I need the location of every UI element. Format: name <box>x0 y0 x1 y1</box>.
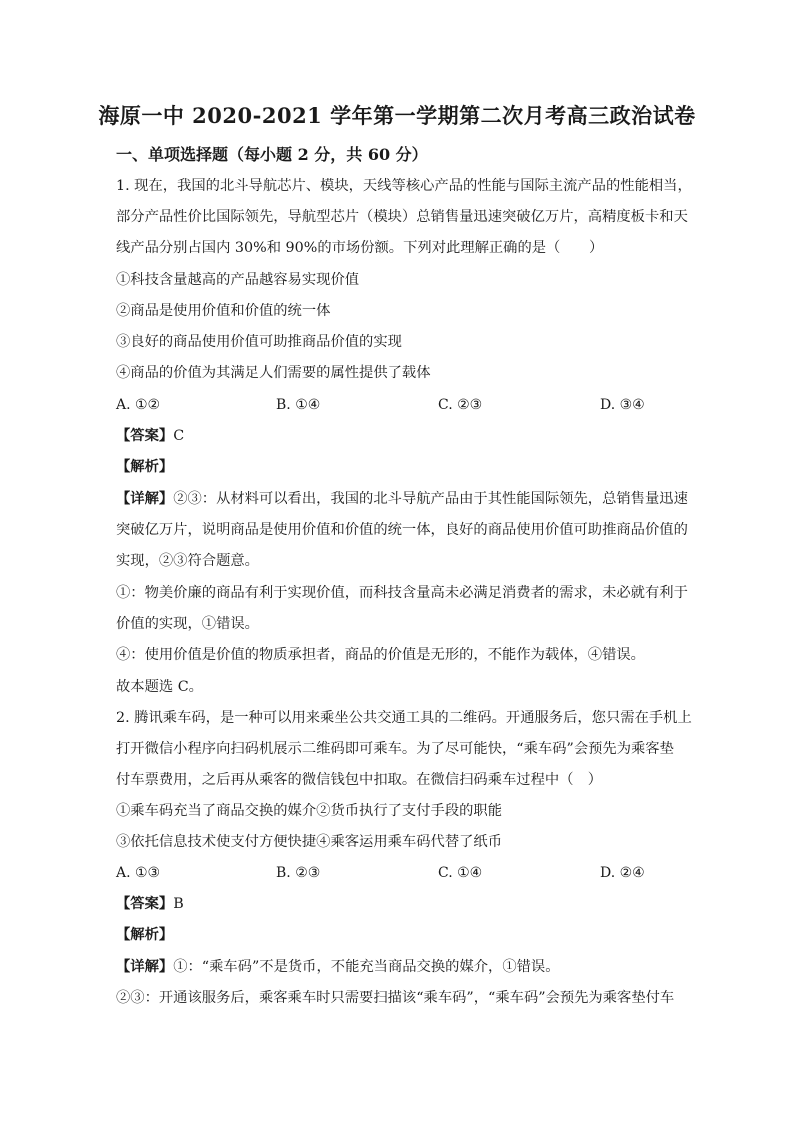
q1-option-c: C. ②③ <box>438 397 483 413</box>
q1-detail-line: ④：使用价值是价值的物质承担者，商品的价值是无形的，不能作为载体，④错误。 <box>116 647 645 663</box>
section-heading: 一、单项选择题（每小题 2 分，共 60 分） <box>116 145 428 164</box>
q2-stem-line: 2. 腾讯乘车码，是一种可以用来乘坐公共交通工具的二维码。开通服务后，您只需在手机上 <box>116 710 692 726</box>
q1-option-b: B. ①④ <box>276 397 321 413</box>
detail-tag: 【详解】 <box>116 959 174 975</box>
q1-stem-line: 1. 现在，我国的北斗导航芯片、模块，天线等核心产品的性能与国际主流产品的性能相当， <box>116 178 692 194</box>
q1-detail-line: 价值的实现，①错误。 <box>116 616 259 632</box>
q1-detail-line: 故本题选 C。 <box>116 679 203 695</box>
answer-tag: 【答案】 <box>116 896 174 912</box>
q1-option-a: A. ①② <box>116 397 161 413</box>
q1-answer <box>116 426 184 446</box>
q1-stem-line: 线产品分别占国内 30%和 90%的市场份额。下列对此理解正确的是（ ） <box>116 240 604 256</box>
q1-option-d: D. ③④ <box>600 397 645 413</box>
answer-value: B <box>173 896 184 912</box>
q1-detail-line: 实现，②③符合题意。 <box>116 553 259 569</box>
q2-detail-line: ②③：开通该服务后，乘客乘车时只需要扫描该“乘车码”，“乘车码”会预先为乘客垫付车 <box>116 990 675 1006</box>
q1-detail-line: 突破亿万片，说明商品是使用价值和价值的统一体，良好的商品使用价值可助推商品价值的 <box>116 522 688 538</box>
q2-option-c: C. ①④ <box>438 865 483 881</box>
q2-answer <box>116 894 184 914</box>
q2-option-b: B. ②③ <box>276 865 321 881</box>
q2-statement: ①乘车码充当了商品交换的媒介②货币执行了支付手段的职能 <box>116 803 503 819</box>
detail-tag: 【详解】 <box>116 491 174 507</box>
page-title: 海原一中 2020-2021 学年第一学期第二次月考高三政治试卷 <box>98 103 696 128</box>
analysis-tag: 【解析】 <box>116 459 174 475</box>
q2-option-a: A. ①③ <box>116 865 161 881</box>
q1-analysis-tag <box>116 457 173 477</box>
q1-detail-line <box>116 489 688 509</box>
q1-statement: ③良好的商品使用价值可助推商品价值的实现 <box>116 334 402 350</box>
q2-statement: ③依托信息技术使支付方便快捷④乘客运用乘车码代替了纸币 <box>116 834 503 850</box>
q2-analysis-tag <box>116 925 173 945</box>
q2-option-d: D. ②④ <box>600 865 645 881</box>
q1-statement: ④商品的价值为其满足人们需要的属性提供了载体 <box>116 365 431 381</box>
q1-statement: ②商品是使用价值和价值的统一体 <box>116 303 331 319</box>
q2-detail-line <box>116 957 560 977</box>
answer-tag: 【答案】 <box>116 428 174 444</box>
analysis-tag: 【解析】 <box>116 927 174 943</box>
q2-stem-line: 打开微信小程序向扫码机展示二维码即可乘车。为了尽可能快，“乘车码”会预先为乘客垫 <box>116 741 674 757</box>
q1-detail-line: ①：物美价廉的商品有利于实现价值，而科技含量高未必满足消费者的需求，未必就有利于 <box>116 585 688 601</box>
q1-statement: ①科技含量越高的产品越容易实现价值 <box>116 272 360 288</box>
q2-stem-line: 付车票费用，之后再从乘客的微信钱包中扣取。在微信扫码乘车过程中（ ） <box>116 772 603 788</box>
detail-text: ②③：从材料可以看出，我国的北斗导航产品由于其性能国际领先，总销售量迅速 <box>173 491 688 507</box>
answer-value: C <box>173 428 185 444</box>
detail-text: ①：“乘车码”不是货币，不能充当商品交换的媒介，①错误。 <box>173 959 560 975</box>
q1-stem-line: 部分产品性价比国际领先，导航型芯片（模块）总销售量迅速突破亿万片，高精度板卡和天 <box>116 209 688 225</box>
